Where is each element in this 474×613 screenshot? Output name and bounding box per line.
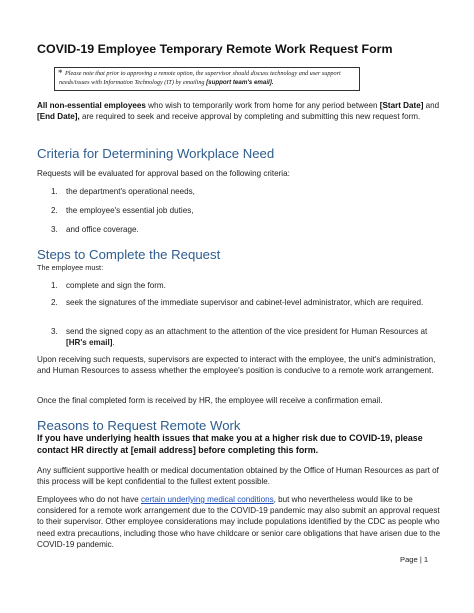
item-text: the department's operational needs, [66,187,195,196]
note-text: Please note that prior to approving a remote option, the supervisor should discuss technology and user support needs/issues with Information Technology (IT) by emailing [59,70,341,86]
page-title: COVID-19 Employee Temporary Remote Work Request Form [37,42,393,56]
item-text: complete and sign the form. [66,281,166,290]
reasons-paragraph-1: Any sufficient supportive health or medical documentation obtained by the Office of Human Resources as part of this process will be kept confidential to the fullest extent possible. [37,466,439,487]
item-text: and office coverage. [66,225,139,234]
item-number: 1. [51,187,58,196]
criteria-item [51,224,443,235]
steps-paragraph-2: Once the final completed form is received by HR, the employee will receive a confirmation email. [37,396,383,405]
intro-paragraph [37,100,442,122]
steps-subhead: The employee must: [37,263,104,272]
intro-and: and [423,101,440,110]
hr-email: [HR's email] [66,338,113,348]
note-email: [support team's email]. [206,79,274,86]
criteria-heading: Criteria for Determining Workplace Need [37,146,275,161]
item-text [66,326,443,348]
start-date: [Start Date] [379,101,424,110]
criteria-lead: Requests will be evaluated for approval based on the following criteria: [37,169,290,178]
steps-item [51,297,443,308]
steps-heading: Steps to Complete the Request [37,247,221,262]
medical-conditions-link[interactable]: certain underlying medical conditions [140,495,274,504]
page-number: Page | 1 [400,555,429,564]
item-text-end: . [112,338,115,348]
item-text: the employee's essential job duties, [66,206,194,215]
item-number: 3. [51,225,58,234]
asterisk: * [58,68,63,78]
reasons-bold-paragraph: If you have underlying health issues that make you at a higher risk due to COVID-19, please contact HR directly at [email address] before completing this form. [37,433,423,455]
note-box [54,67,360,91]
item-number: 1. [51,281,58,290]
reasons-text-a: Employees who do not have [37,495,141,504]
steps-item [51,326,443,348]
criteria-item [51,205,443,216]
item-text-main: send the signed copy as an attachment to the attention of the vice president for Human Resources at [66,327,428,336]
reasons-text-b: , but who nevertheless would like to be considered for a remote work arrangement due to the COVID-19 pandemic may also submit an approval request to their supervisor. Other employee considerations may include populations identified by the CDC as people who need extra precautions, including those who have childcare or senior care obligations that have arisen due to the COVID-19 pandemic. [37,495,441,549]
steps-paragraph-1: Upon receiving such requests, supervisors are expected to interact with the employee, the unit's administration, and Human Resources to assess whether the employee's position is conducive to a remote work arrangement. [37,355,436,376]
steps-item [51,280,443,291]
item-number: 3. [51,327,58,336]
end-date: [End Date], [37,112,80,122]
intro-text-2: are required to seek and receive approval by completing and submitting this new request form. [79,112,421,122]
criteria-item [51,186,443,197]
item-number: 2. [51,298,58,307]
intro-text-1: who wish to temporarily work from home for any period between [145,101,380,110]
reasons-paragraph-2 [37,494,442,550]
reasons-heading: Reasons to Request Remote Work [37,418,241,433]
item-number: 2. [51,206,58,215]
intro-bold-lead: All non-essential employees [37,101,146,110]
item-text: seek the signatures of the immediate supervisor and cabinet-level administrator, which are required. [66,298,424,307]
